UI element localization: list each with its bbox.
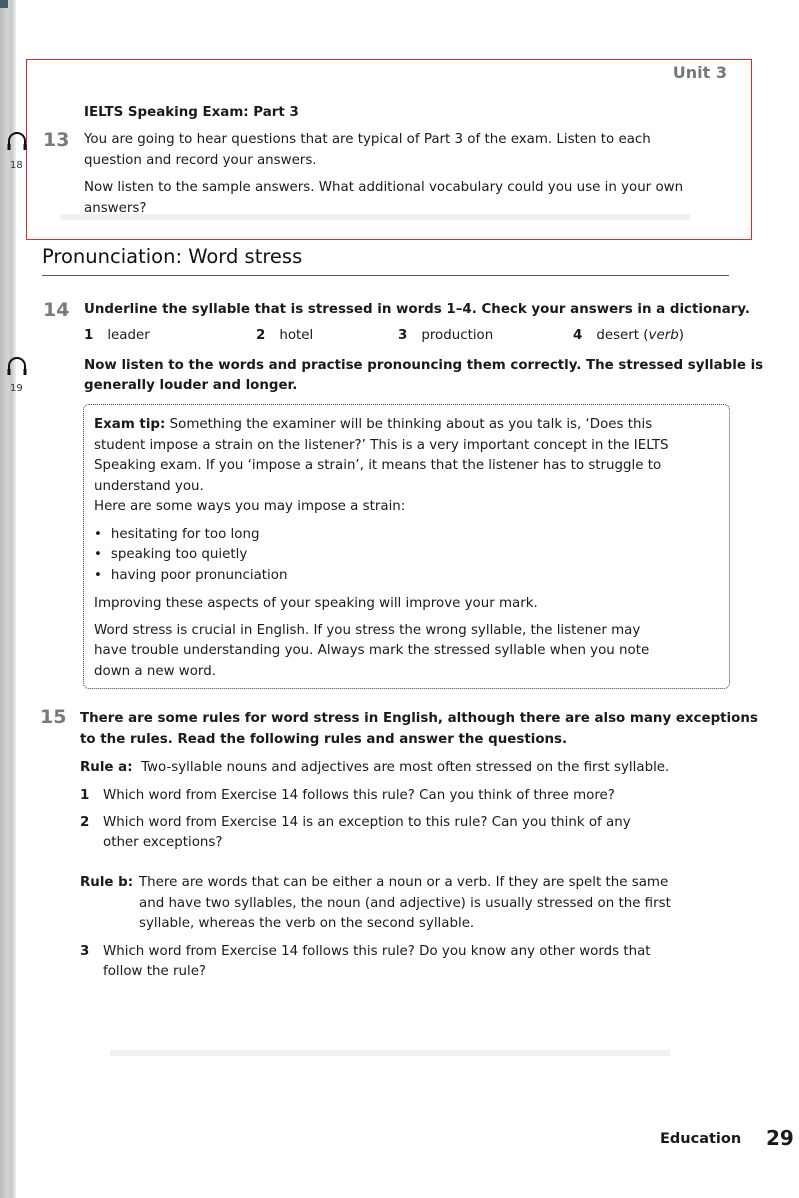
question-number: 2 — [80, 815, 90, 830]
exam-tip-line: Speaking exam. If you ‘impose a strain’, it means that the listener has to struggle to — [94, 458, 662, 473]
exam-tip-line: down a new word. — [94, 664, 216, 679]
exercise-number: 15 — [40, 706, 67, 728]
instruction-text: You are going to hear questions that are typical of Part 3 of the exam. Listen to each — [84, 132, 651, 147]
headphones-icon[interactable] — [6, 356, 28, 378]
bleed-through — [110, 1050, 670, 1056]
word: leader — [107, 328, 150, 343]
rule-text: There are words that can be either a noun or a verb. If they are spelt the same — [139, 875, 669, 890]
exam-heading: IELTS Speaking Exam: Part 3 — [84, 105, 299, 120]
question-number: 3 — [80, 944, 90, 959]
exam-tip-line: Improving these aspects of your speaking will improve your mark. — [94, 596, 538, 611]
word: hotel — [279, 328, 314, 343]
word-note: verb — [648, 328, 679, 343]
exam-tip-line: Word stress is crucial in English. If you stress the wrong syllable, the listener may — [94, 623, 641, 638]
rule-text: and have two syllables, the noun (and adjective) is usually stressed on the first — [139, 896, 671, 911]
instruction-text: generally louder and longer. — [84, 378, 298, 393]
exam-tip-text: Something the examiner will be thinking about as you talk is, ‘Does this — [165, 417, 653, 432]
word: production — [421, 328, 494, 343]
exercise-number: 13 — [43, 129, 70, 151]
exercise-number: 14 — [43, 299, 70, 321]
question-text: Which word from Exercise 14 follows this rule? Do you know any other words that — [103, 944, 651, 959]
audio-track-number: 19 — [10, 383, 23, 394]
exam-tip-label: Exam tip: — [94, 417, 166, 432]
rule-text: syllable, whereas the verb on the second syllable. — [139, 916, 475, 931]
page-number: 29 — [766, 1126, 794, 1150]
word-number: 4 — [573, 328, 583, 343]
rule-a — [80, 758, 669, 779]
bullet-item: • speaking too quietly — [94, 545, 247, 566]
instruction-text: question and record your answers. — [84, 153, 317, 168]
word-number: 2 — [256, 328, 266, 343]
instruction-text: Now listen to the sample answers. What additional vocabulary could you use in your own — [84, 180, 684, 195]
instruction-text: answers? — [84, 201, 147, 216]
rule-label: Rule a: — [80, 760, 133, 775]
headphones-icon[interactable] — [6, 131, 28, 153]
question-text: follow the rule? — [103, 964, 207, 979]
audio-track-number: 18 — [10, 160, 23, 171]
unit-label: Unit 3 — [672, 63, 727, 82]
word-item — [573, 328, 684, 343]
question-text: Which word from Exercise 14 is an exception to this rule? Can you think of any — [103, 815, 631, 830]
word-note-close: ) — [678, 328, 684, 343]
exam-tip-line: have trouble understanding you. Always mark the stressed syllable when you note — [94, 643, 650, 658]
word-item — [84, 328, 150, 343]
section-divider — [42, 275, 729, 276]
exam-tip-line — [94, 415, 652, 436]
instruction-text: There are some rules for word stress in English, although there are also many exceptions — [80, 711, 758, 726]
exam-tip-line: understand you. — [94, 479, 204, 494]
rule-label: Rule b: — [80, 875, 134, 890]
word-number: 3 — [398, 328, 408, 343]
instruction-text: Underline the syllable that is stressed in words 1–4. Check your answers in a dictionary. — [84, 302, 750, 317]
word: desert ( — [596, 328, 649, 343]
instruction-text: Now listen to the words and practise pronouncing them correctly. The stressed syllable is — [84, 358, 764, 373]
footer-title: Education — [660, 1131, 742, 1147]
word-number: 1 — [84, 328, 94, 343]
exam-tip-line: Here are some ways you may impose a strain: — [94, 499, 406, 514]
binding-edge — [0, 0, 8, 8]
rule-text: Two-syllable nouns and adjectives are most often stressed on the first syllable. — [141, 760, 670, 775]
question-text: other exceptions? — [103, 835, 223, 850]
question-number: 1 — [80, 788, 90, 803]
word-item — [256, 328, 313, 343]
exam-tip-line: student impose a strain on the listener?’ This is a very important concept in the IELTS — [94, 438, 669, 453]
instruction-text: to the rules. Read the following rules and answer the questions. — [80, 732, 568, 747]
bullet-item: • hesitating for too long — [94, 525, 259, 546]
section-title: Pronunciation: Word stress — [42, 245, 303, 268]
question-text: Which word from Exercise 14 follows this rule? Can you think of three more? — [103, 788, 615, 803]
word-item — [398, 328, 493, 343]
book-binding — [0, 0, 16, 1198]
bullet-item: • having poor pronunciation — [94, 566, 287, 587]
